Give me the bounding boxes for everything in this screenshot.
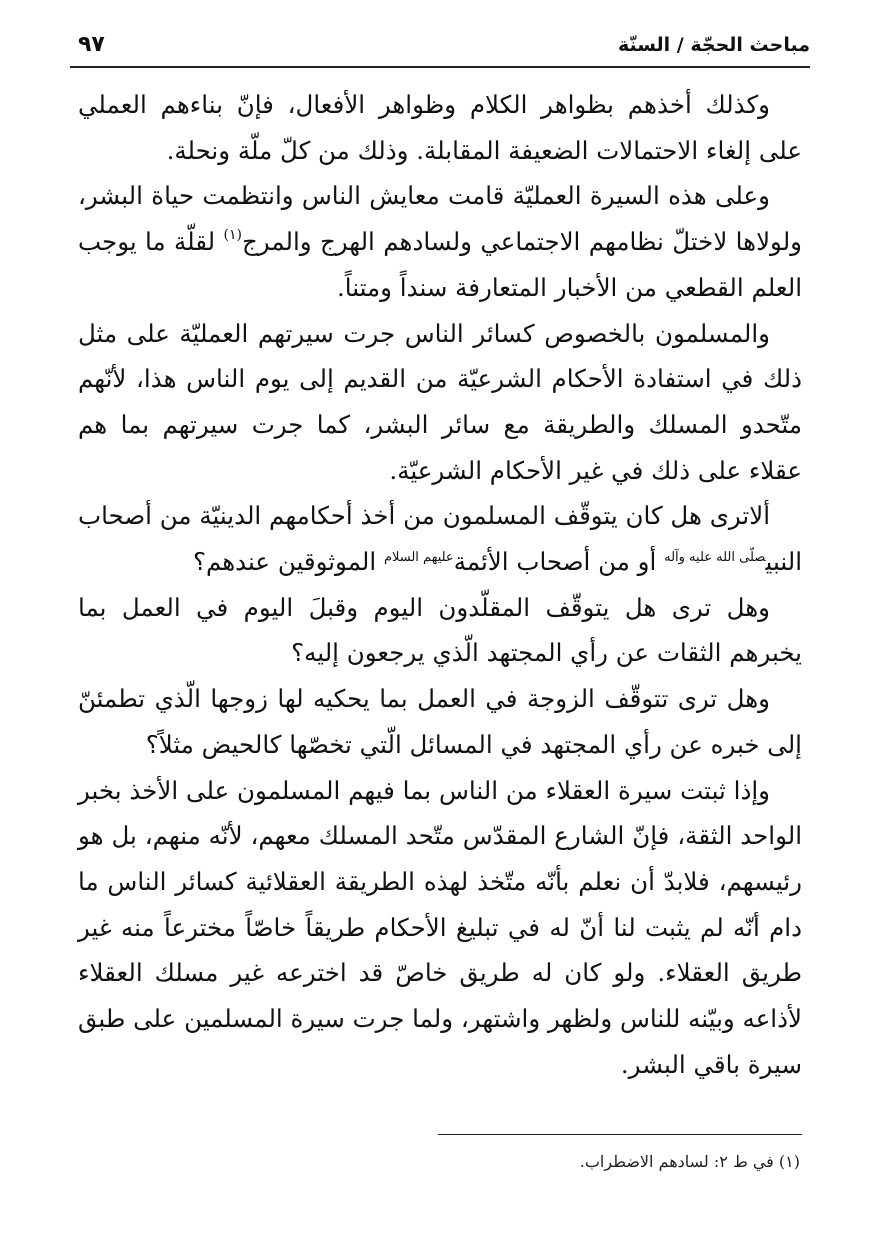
paragraph: وهل ترى هل يتوقّف المقلّدون اليوم وقبلَ اليوم في العمل بما يخبرهم الثقات عن رأي المجتهد الّذي يرجعون إليه؟ bbox=[78, 592, 802, 668]
header-rule bbox=[70, 66, 810, 68]
paragraph-text: الموثوقين عندهم؟ bbox=[192, 547, 384, 577]
honorific-glyph: صلّى الله عليه وآله bbox=[664, 550, 766, 566]
paragraph: وإذا ثبتت سيرة العقلاء من الناس بما فيهم المسلمون على الأخذ بخبر الواحد الثقة، فإنّ الشارع المقدّس متّحد المسلك معهم، لأنّه منهم، بل هو رئيسهم، فلابدّ أن نعلم بأنّه متّخذ لهذه الطريقة العقلائية كسائر الناس ما دام أنّه لم يثبت لنا أنّ له في تبليغ الأحكام طريقاً خاصّاً مخترعاً منه غير طريق العقلاء. ولو كان له طريق خاصّ قد اخترعه غير مسلك العقلاء لأذاعه وبيّنه للناس ولظهر واشتهر، ولما جرت سيرة المسلمين على طبق سيرة باقي البشر. bbox=[78, 775, 802, 1079]
footnote: (١) في ط ٢: لسادهم الاضطراب. bbox=[579, 1152, 800, 1171]
running-title: مباحث الحجّة / السنّة bbox=[617, 34, 810, 56]
paragraph: والمسلمون بالخصوص كسائر الناس جرت سيرتهم العمليّة على مثل ذلك في استفادة الأحكام الشرعيّة من القديم إلى يوم الناس هذا، لأنّهم متّحدو المسلك والطريقة مع سائر البشر، كما جرت سيرتهم بما هم عقلاء على ذلك في غير الأحكام الشرعيّة. bbox=[78, 318, 802, 485]
paragraph-text: ألاترى هل كان يتوقّف المسلمون من أخذ أحكامهم الدينيّة من أصحاب النبي bbox=[78, 501, 802, 577]
footnote-rule bbox=[438, 1134, 802, 1135]
footnote-marker: (١) bbox=[223, 227, 242, 244]
paragraph bbox=[78, 493, 802, 584]
paragraph-text: أو من أصحاب الأئمة bbox=[453, 547, 665, 577]
page-number: ٩٧ bbox=[78, 32, 105, 57]
paragraph: وكذلك أخذهم بظواهر الكلام وظواهر الأفعال، فإنّ بناءهم العملي على إلغاء الاحتمالات الضعيفة المقابلة. وذلك من كلّ ملّة ونحلة. bbox=[78, 90, 802, 165]
paragraph: وهل ترى تتوقّف الزوجة في العمل بما يحكيه لها زوجها الّذي تطمئنّ إلى خبره عن رأي المجتهد في المسائل الّتي تخصّها كالحيض مثلاً؟ bbox=[78, 684, 802, 759]
paragraph-text: وعلى هذه السيرة العمليّة قامت معايش الناس وانتظمت حياة البشر، ولولاها لاختلّ نظامهم الاجتماعي ولسادهم الهرج والمرج bbox=[78, 181, 802, 257]
paragraph bbox=[78, 173, 802, 310]
running-header bbox=[70, 30, 810, 64]
paragraph-text: لقلّة ما يوجب العلم القطعي من الأخبار المتعارفة سنداً ومتناً. bbox=[78, 227, 802, 302]
honorific-glyph: عليهم السلام bbox=[383, 550, 454, 566]
body-text bbox=[78, 82, 802, 1087]
